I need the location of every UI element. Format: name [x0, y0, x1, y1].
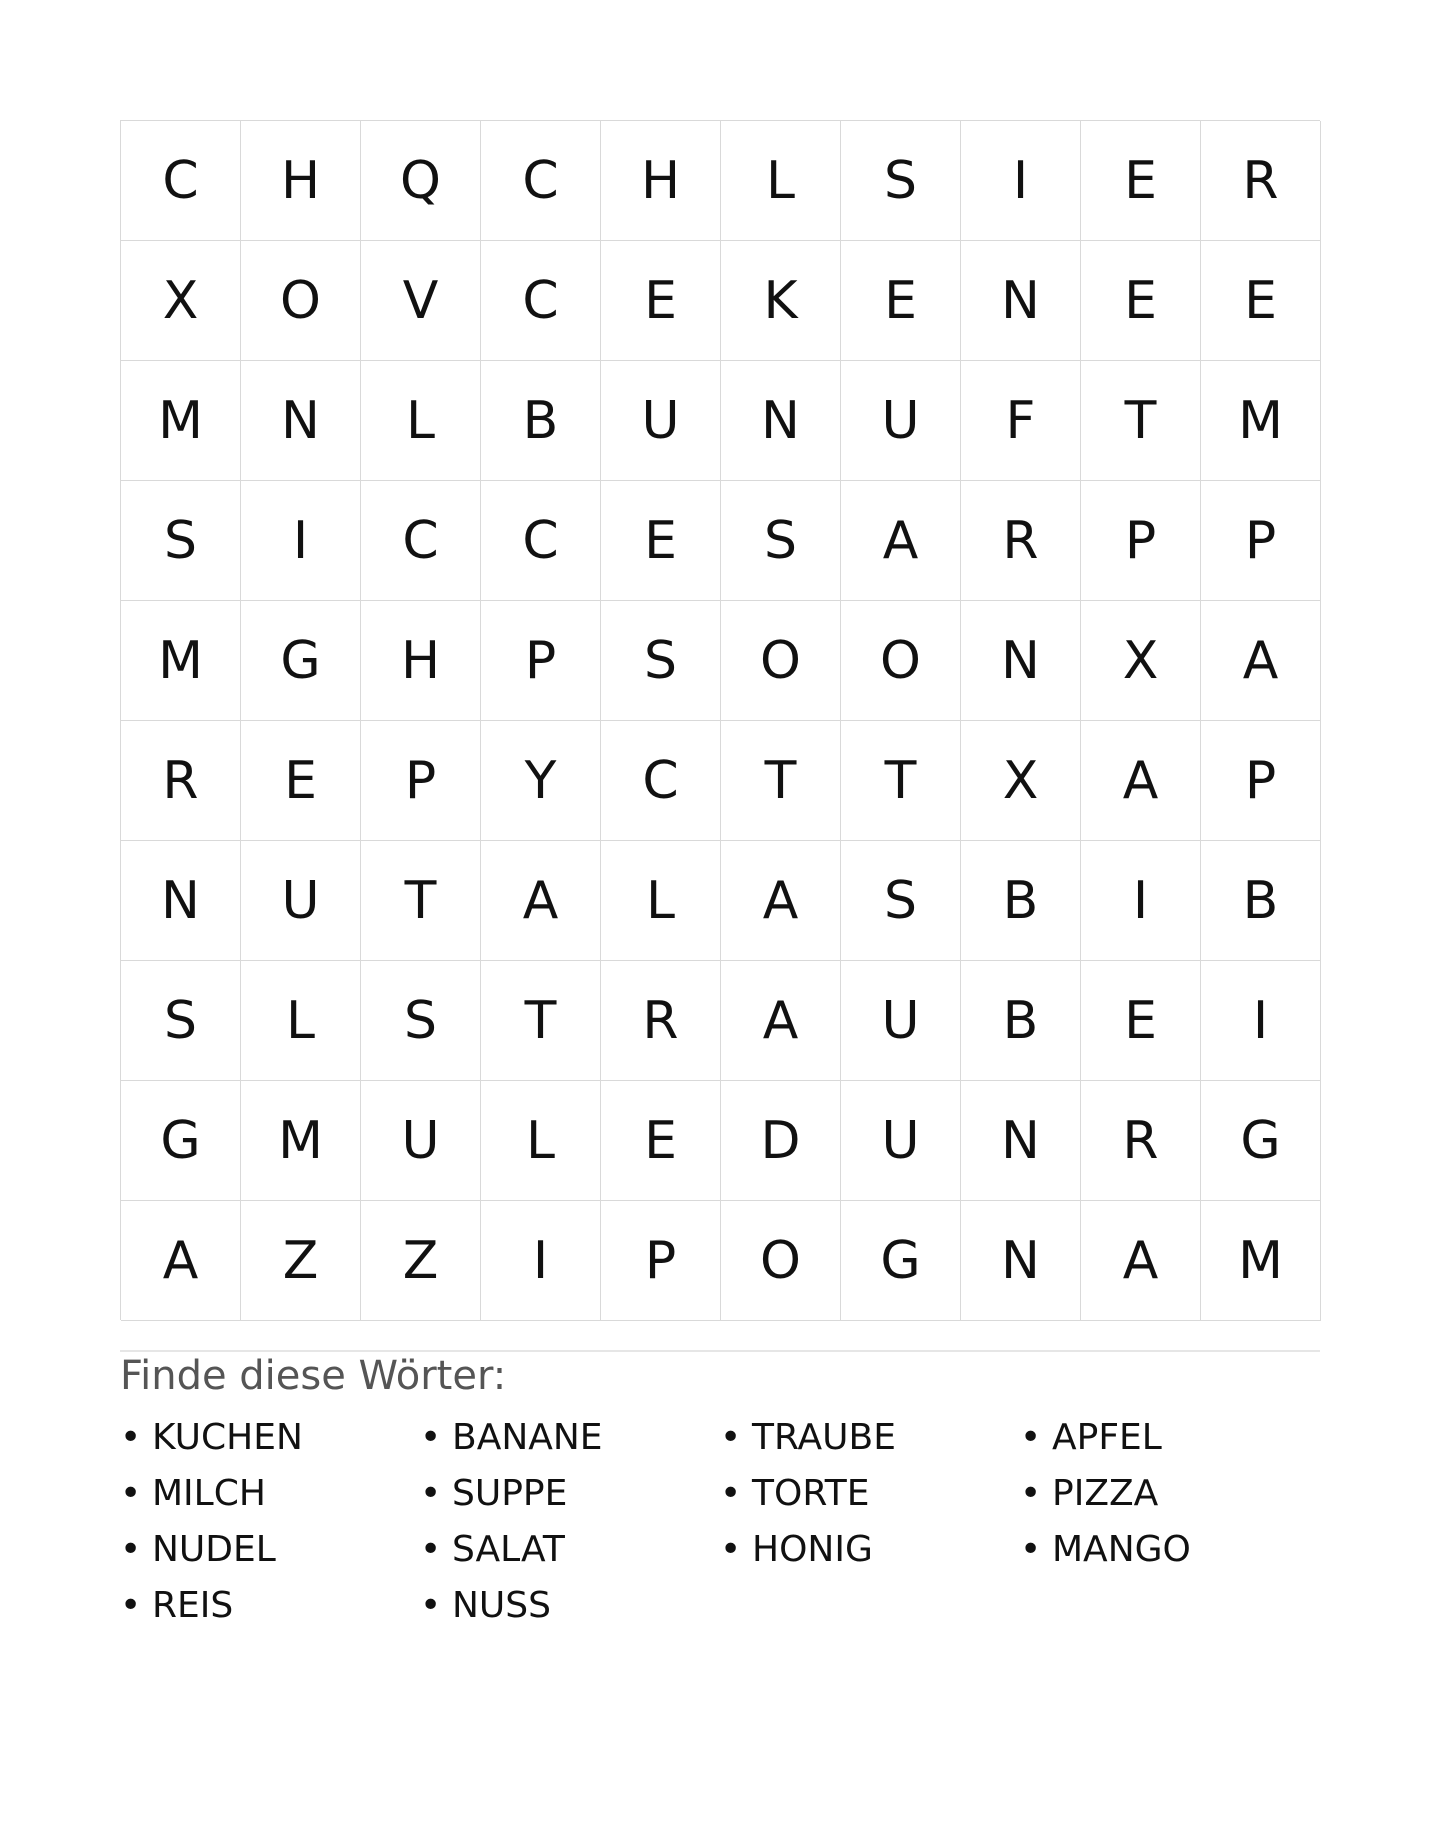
grid-cell[interactable]: C: [361, 481, 481, 601]
letter-grid: [120, 120, 1320, 1320]
grid-cell[interactable]: O: [721, 1201, 841, 1321]
word-label: SUPPE: [452, 1473, 568, 1514]
grid-cell[interactable]: E: [841, 241, 961, 361]
grid-cell[interactable]: S: [841, 841, 961, 961]
grid-cell[interactable]: C: [481, 121, 601, 241]
grid-cell[interactable]: L: [241, 961, 361, 1081]
word-label: PIZZA: [1052, 1473, 1159, 1514]
grid-cell[interactable]: E: [1081, 241, 1201, 361]
grid-cell[interactable]: D: [721, 1081, 841, 1201]
word-list-item: [720, 1466, 1020, 1522]
grid-cell[interactable]: N: [961, 601, 1081, 721]
word-list-item: [1020, 1522, 1320, 1578]
bullet-icon: •: [720, 1529, 742, 1570]
bullet-icon: •: [120, 1585, 142, 1626]
word-list-item: [420, 1466, 720, 1522]
grid-cell[interactable]: H: [241, 121, 361, 241]
grid-cell[interactable]: L: [721, 121, 841, 241]
word-list-item: [1020, 1410, 1320, 1466]
grid-cell[interactable]: Z: [361, 1201, 481, 1321]
words-heading: Finde diese Wörter:: [120, 1353, 507, 1399]
grid-cell[interactable]: X: [1081, 601, 1201, 721]
grid-cell[interactable]: E: [601, 241, 721, 361]
bullet-icon: •: [1020, 1473, 1042, 1514]
grid-cell[interactable]: I: [241, 481, 361, 601]
grid-cell[interactable]: C: [601, 721, 721, 841]
word-label: HONIG: [752, 1529, 873, 1570]
word-label: APFEL: [1052, 1417, 1162, 1458]
grid-cell[interactable]: N: [961, 1081, 1081, 1201]
grid-cell[interactable]: P: [1201, 481, 1321, 601]
grid-cell[interactable]: T: [361, 841, 481, 961]
grid-cell[interactable]: N: [721, 361, 841, 481]
word-label: MANGO: [1052, 1529, 1191, 1570]
grid-cell[interactable]: A: [1081, 1201, 1201, 1321]
grid-cell[interactable]: M: [121, 361, 241, 481]
bullet-icon: •: [720, 1473, 742, 1514]
grid-cell[interactable]: C: [481, 481, 601, 601]
word-search-puzzle: [120, 120, 1320, 1320]
grid-cell[interactable]: H: [601, 121, 721, 241]
grid-cell[interactable]: H: [361, 601, 481, 721]
grid-cell[interactable]: X: [961, 721, 1081, 841]
grid-cell[interactable]: I: [481, 1201, 601, 1321]
grid-cell[interactable]: P: [601, 1201, 721, 1321]
grid-cell[interactable]: E: [1201, 241, 1321, 361]
grid-cell[interactable]: M: [241, 1081, 361, 1201]
grid-cell[interactable]: Q: [361, 121, 481, 241]
grid-cell[interactable]: T: [481, 961, 601, 1081]
grid-cell[interactable]: V: [361, 241, 481, 361]
grid-cell[interactable]: E: [601, 481, 721, 601]
grid-cell[interactable]: K: [721, 241, 841, 361]
grid-cell[interactable]: I: [1201, 961, 1321, 1081]
word-label: NUDEL: [152, 1529, 276, 1570]
grid-cell[interactable]: P: [481, 601, 601, 721]
bullet-icon: •: [420, 1529, 442, 1570]
grid-cell[interactable]: G: [241, 601, 361, 721]
bullet-icon: •: [420, 1417, 442, 1458]
word-list: [120, 1410, 1320, 1634]
grid-cell[interactable]: A: [1201, 601, 1321, 721]
grid-cell[interactable]: P: [1201, 721, 1321, 841]
grid-cell[interactable]: U: [361, 1081, 481, 1201]
grid-cell[interactable]: L: [601, 841, 721, 961]
grid-cell[interactable]: E: [241, 721, 361, 841]
grid-cell[interactable]: A: [721, 961, 841, 1081]
grid-cell[interactable]: S: [721, 481, 841, 601]
grid-cell[interactable]: G: [121, 1081, 241, 1201]
grid-cell[interactable]: B: [1201, 841, 1321, 961]
grid-cell[interactable]: R: [1201, 121, 1321, 241]
word-list-item: [420, 1522, 720, 1578]
bullet-icon: •: [720, 1417, 742, 1458]
grid-cell[interactable]: O: [721, 601, 841, 721]
grid-cell[interactable]: Y: [481, 721, 601, 841]
bullet-icon: •: [420, 1585, 442, 1626]
grid-cell[interactable]: N: [241, 361, 361, 481]
word-list-item: [120, 1466, 420, 1522]
word-list-item: [420, 1410, 720, 1466]
grid-cell[interactable]: U: [841, 361, 961, 481]
grid-cell[interactable]: F: [961, 361, 1081, 481]
grid-cell[interactable]: L: [481, 1081, 601, 1201]
grid-cell[interactable]: I: [961, 121, 1081, 241]
grid-cell[interactable]: B: [961, 961, 1081, 1081]
word-label: SALAT: [452, 1529, 565, 1570]
grid-cell[interactable]: N: [121, 841, 241, 961]
grid-cell[interactable]: I: [1081, 841, 1201, 961]
grid-cell[interactable]: O: [241, 241, 361, 361]
grid-cell[interactable]: A: [121, 1201, 241, 1321]
word-label: BANANE: [452, 1417, 603, 1458]
grid-cell[interactable]: E: [1081, 961, 1201, 1081]
grid-cell[interactable]: U: [241, 841, 361, 961]
grid-cell[interactable]: E: [601, 1081, 721, 1201]
grid-cell[interactable]: P: [1081, 481, 1201, 601]
grid-cell[interactable]: S: [601, 601, 721, 721]
grid-cell[interactable]: R: [1081, 1081, 1201, 1201]
bullet-icon: •: [120, 1529, 142, 1570]
word-list-item: [120, 1410, 420, 1466]
grid-cell[interactable]: Z: [241, 1201, 361, 1321]
grid-cell[interactable]: U: [841, 1081, 961, 1201]
grid-cell[interactable]: R: [961, 481, 1081, 601]
bullet-icon: •: [1020, 1417, 1042, 1458]
grid-cell[interactable]: U: [601, 361, 721, 481]
word-label: MILCH: [152, 1473, 266, 1514]
grid-cell[interactable]: C: [121, 121, 241, 241]
grid-cell[interactable]: E: [1081, 121, 1201, 241]
word-list-item: [420, 1578, 720, 1634]
bullet-icon: •: [1020, 1529, 1042, 1570]
grid-cell[interactable]: U: [841, 961, 961, 1081]
grid-cell[interactable]: R: [601, 961, 721, 1081]
word-list-item: [120, 1522, 420, 1578]
grid-cell[interactable]: S: [121, 481, 241, 601]
word-list-item: [720, 1522, 1020, 1578]
word-label: KUCHEN: [152, 1417, 303, 1458]
word-label: TORTE: [752, 1473, 870, 1514]
bullet-icon: •: [120, 1417, 142, 1458]
grid-cell[interactable]: M: [1201, 1201, 1321, 1321]
grid-cell[interactable]: N: [961, 1201, 1081, 1321]
word-label: TRAUBE: [752, 1417, 896, 1458]
grid-cell[interactable]: A: [481, 841, 601, 961]
bullet-icon: •: [420, 1473, 442, 1514]
grid-cell[interactable]: N: [961, 241, 1081, 361]
grid-cell[interactable]: T: [721, 721, 841, 841]
bullet-icon: •: [120, 1473, 142, 1514]
grid-cell[interactable]: S: [361, 961, 481, 1081]
grid-cell[interactable]: T: [841, 721, 961, 841]
grid-cell[interactable]: G: [1201, 1081, 1321, 1201]
grid-cell[interactable]: M: [121, 601, 241, 721]
grid-cell[interactable]: X: [121, 241, 241, 361]
grid-cell[interactable]: S: [841, 121, 961, 241]
grid-cell[interactable]: T: [1081, 361, 1201, 481]
grid-cell[interactable]: A: [1081, 721, 1201, 841]
grid-cell[interactable]: G: [841, 1201, 961, 1321]
grid-cell[interactable]: B: [961, 841, 1081, 961]
grid-cell[interactable]: P: [361, 721, 481, 841]
grid-cell[interactable]: A: [841, 481, 961, 601]
word-list-item: [120, 1578, 420, 1634]
word-list-item: [720, 1410, 1020, 1466]
grid-cell[interactable]: S: [121, 961, 241, 1081]
grid-cell[interactable]: B: [481, 361, 601, 481]
grid-cell[interactable]: R: [121, 721, 241, 841]
grid-cell[interactable]: L: [361, 361, 481, 481]
grid-cell[interactable]: A: [721, 841, 841, 961]
word-label: REIS: [152, 1585, 234, 1626]
grid-cell[interactable]: M: [1201, 361, 1321, 481]
grid-cell[interactable]: O: [841, 601, 961, 721]
word-label: NUSS: [452, 1585, 551, 1626]
word-list-item: [1020, 1466, 1320, 1522]
grid-cell[interactable]: C: [481, 241, 601, 361]
